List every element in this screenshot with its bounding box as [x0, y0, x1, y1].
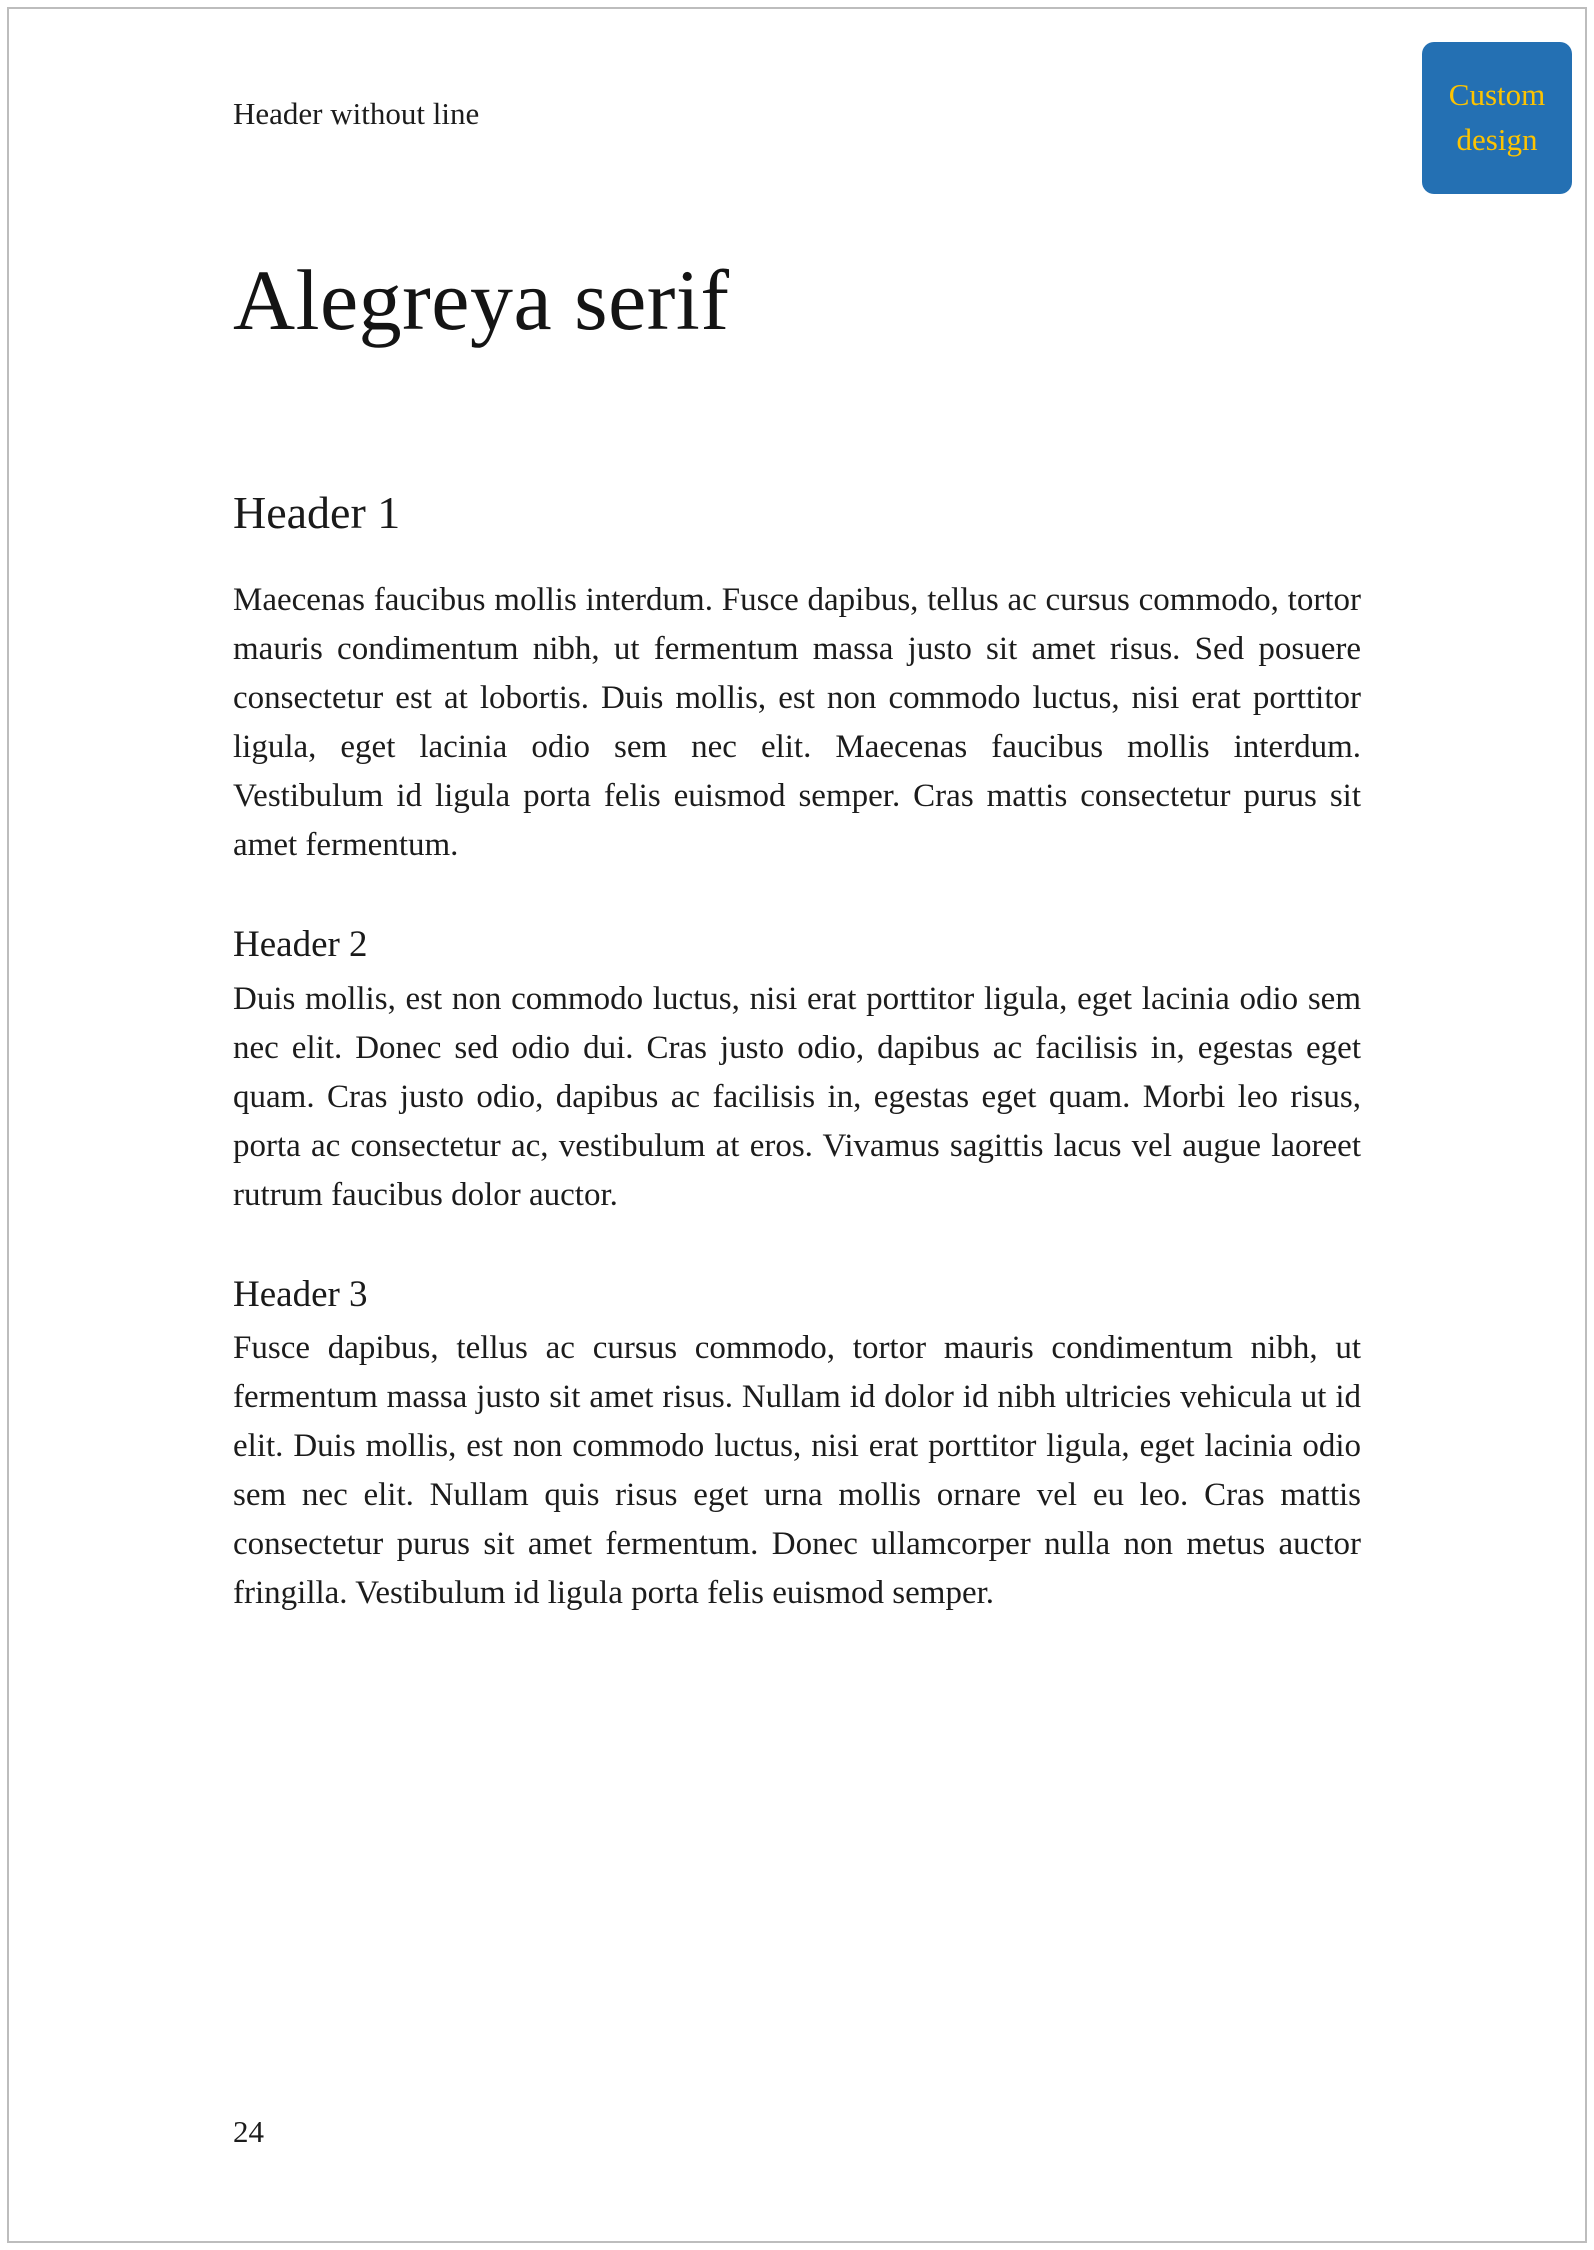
section-heading-3: Header 3: [233, 1273, 368, 1315]
running-header: Header without line: [233, 96, 480, 131]
section-body-3: Fusce dapibus, tellus ac cursus commodo, tortor mauris condimentum nibh, ut fermentum massa justo sit amet risus. Nullam id dolor id nibh ultricies vehicula ut id elit. Duis mollis, est non commodo luctus, nisi erat porttitor ligula, eget lacinia odio sem nec elit. Nullam quis risus eget urna mollis ornare vel eu leo. Cras mattis consectetur purus sit amet fermentum. Donec ullamcorper nulla non metus auctor fringilla. Vestibulum id ligula porta felis euismod semper.: [233, 1329, 1361, 1611]
page-title: Alegreya serif: [233, 252, 730, 348]
section-body-1: Maecenas faucibus mollis interdum. Fusce dapibus, tellus ac cursus commodo, tortor mauris condimentum nibh, ut fermentum massa justo sit amet risus. Sed posuere consectetur est at lobortis. Duis mollis, est non commodo luctus, nisi erat porttitor ligula, eget lacinia odio sem nec elit. Maecenas faucibus mollis interdum. Vestibulum id ligula porta felis euismod semper. Cras mattis consectetur purus sit amet fermentum.: [233, 582, 1361, 864]
section-heading-1: Header 1: [233, 487, 401, 539]
page-number: 24: [233, 2114, 264, 2149]
section-heading-2: Header 2: [233, 924, 368, 966]
custom-design-badge: [1422, 42, 1572, 194]
section-body-2: Duis mollis, est non commodo luctus, nisi erat porttitor ligula, eget lacinia odio sem nec elit. Donec sed odio dui. Cras justo odio, dapibus ac facilisis in, egestas eget quam. Cras justo odio, dapibus ac facilisis in, egestas eget quam. Morbi leo risus, porta ac consectetur ac, vestibulum at eros. Vivamus sagittis lacus vel augue laoreet rutrum faucibus dolor auctor.: [233, 980, 1361, 1213]
badge-line-2: design: [1456, 122, 1538, 157]
main-content: [233, 252, 1361, 1618]
badge-line-1: Custom: [1448, 77, 1546, 113]
